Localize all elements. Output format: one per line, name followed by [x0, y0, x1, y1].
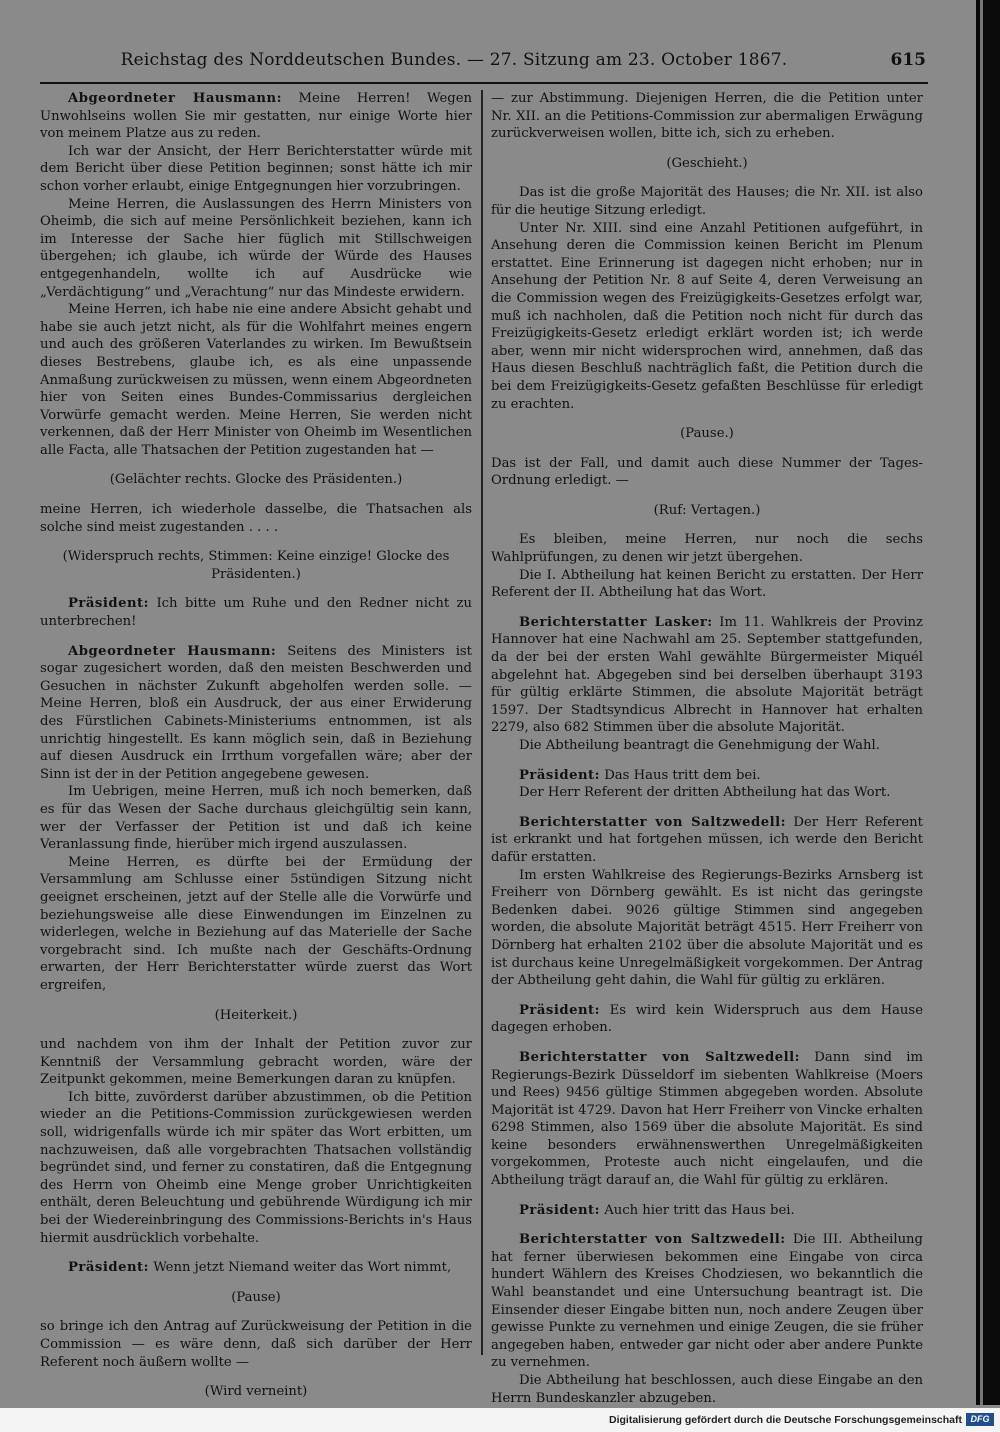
paragraph-text: und nachdem von ihm der Inhalt der Petition zuvor zur Kenntniß der Versammlung gebracht worden, wäre der Zeitpunkt gekommen, meine Bemerkungen daran zu knüpfen. — [40, 1037, 472, 1088]
paragraph-gap — [491, 1219, 923, 1231]
stage-direction — [491, 155, 923, 173]
paragraph-text: Wenn jetzt Niemand weiter das Wort nimmt, — [149, 1260, 452, 1276]
speech-paragraph — [491, 814, 923, 867]
paragraph — [491, 220, 923, 414]
speaker-name: Abgeordneter Hausmann: — [68, 643, 277, 659]
speech-paragraph — [40, 90, 472, 143]
paragraph-gap — [491, 1190, 923, 1202]
paragraph-text: Ich bitte um Ruhe und den Redner nicht zu unterbrechen! — [40, 596, 472, 630]
speech-paragraph — [40, 595, 472, 630]
paragraph — [40, 854, 472, 995]
speaker-name: Präsident: — [519, 1202, 601, 1218]
speech-paragraph — [40, 1259, 472, 1277]
speech-paragraph — [491, 1202, 923, 1220]
speaker-name: Präsident: — [68, 596, 150, 612]
paragraph-text: Dann sind im Regierungs-Bezirk Düsseldorf im siebenten Wahlkreise (Moers und Rees) 9456 gültige Stimmen abgegeben worden. Absolute Majorität ist 4729. Davon hat Herr Freiherr von Vincke erhalten 6298 Stimmen, also 1569 über die absolute Majorität. Es sind keine besonders erwähnenswerthen Unregelmäßigkeiten vorgekommen, Proteste auch nicht eingelaufen, und die Abtheilung trägt darauf an, die Wahl für gültig zu erklären. — [491, 1049, 923, 1189]
paragraph-gap — [491, 990, 923, 1002]
stage-direction — [491, 425, 923, 443]
paragraph-text: Seitens des Ministers ist sogar zugesichert worden, daß den meisten Beschwerden und Gesuchen in nächster Zukunft abgeholfen werden solle. — Meine Herren, bloß ein Ausdruck, der aus einer Erwiderung des Fürstlichen Cabinets-Ministeriums entnommen, ist als unrichtig hingestellt. Es kann möglich sein, daß in Beziehung auf diesen Ausdruck ein Irrthum vorgefallen wäre; aber der Sinn ist der in der Petition angegebene gewesen. — [40, 643, 472, 782]
paragraph-text: (Geschieht.) — [666, 155, 748, 171]
paragraph-text: Meine Herren, es dürfte bei der Ermüdung der Versammlung am Schlusse einer 5stündigen Sitzung nicht geeignet erscheinen, jetzt auf der Stelle alle die Vorwürfe und beziehungsweise alle diese Einwendungen im Einzelnen zu widerlegen, welche in Beziehung auf das Materielle der Sache vorgebracht sind. Ich mußte nach der Geschäfts-Ordnung erwarten, der Herr Berichterstatter würde zuerst das Wort ergreifen, — [40, 854, 472, 993]
paragraph-text: (Gelächter rechts. Glocke des Präsidenten.) — [109, 472, 403, 488]
column-divider — [481, 90, 483, 1355]
speaker-name: Berichterstatter von Saltzwedell: — [519, 814, 787, 830]
paragraph-text: (Heiterkeit.) — [214, 1007, 298, 1023]
paragraph — [491, 784, 923, 802]
paragraph-gap — [40, 631, 472, 643]
paragraph-gap — [491, 602, 923, 614]
paragraph — [40, 301, 472, 459]
paragraph-text: — zur Abstimmung. Diejenigen Herren, die die Petition unter Nr. XII. an die Petitions-Commission zur abermaligen Erwägung zurückverweisen wollen, bitte ich, sich zu erheben. — [491, 91, 923, 142]
paragraph — [40, 1318, 472, 1371]
paragraph — [491, 90, 923, 143]
paragraph-text: Das ist der Fall, und damit auch diese Nummer der Tages-Ordnung erledigt. — — [491, 455, 923, 489]
paragraph-text: (Pause.) — [680, 426, 734, 442]
speaker-name: Berichterstatter von Saltzwedell: — [519, 1232, 786, 1248]
page-number: 615 — [890, 50, 926, 70]
stage-direction — [491, 502, 923, 520]
paragraph-text: (Widerspruch rechts, Stimmen: Keine einzige! Glocke des Präsidenten.) — [62, 549, 450, 582]
speech-paragraph — [491, 1231, 923, 1372]
paragraph-text: Ich war der Ansicht, der Herr Berichterstatter würde mit dem Bericht über diese Petition beginnen; sonst hätte ich mir schon vorher erlaubt, einige Entgegnungen hier vorzubringen. — [40, 143, 472, 194]
paragraph — [40, 783, 472, 853]
paragraph-text: Die III. Abtheilung hat ferner überwiesen bekommen eine Eingabe von circa hundert Wählern des Kreises Chodziesen, wo bekanntlich die Wahl beanstandet und eine Untersuchung beantragt ist. Die Einsender dieser Eingabe bitten nun, noch andere Zeugen über gewisse Punkte zu vernehmen und einige Zeugen, die sie früher angegeben haben, entweder gar nicht oder aber andere Punkte zu vernehmen. — [491, 1232, 923, 1371]
stage-direction — [40, 1383, 472, 1401]
speech-paragraph — [491, 1002, 923, 1037]
paragraph-text: Im ersten Wahlkreise des Regierungs-Bezirks Arnsberg ist Freiherr von Dörnberg gewählt. Es ist nicht das geringste Bedenken dabei. 9026 gültige Stimmen sind angegeben worden, die absolute Majorität beträgt 4515. Herr Freiherr von Dörnberg hat erhalten 2102 über die absolute Majorität und es ist durchaus keine Unregelmäßigkeit vorgekommen. Der Antrag der Abtheilung geht dahin, die Wahl für gültig zu erklären. — [491, 867, 923, 989]
paragraph-text: Auch hier tritt das Haus bei. — [600, 1202, 795, 1218]
paragraph-text: Im Uebrigen, meine Herren, muß ich noch bemerken, daß es für das Wesen der Sache durchaus gleichgültig sein kann, wer der Verfasser der Petition ist und daß ich keine Veranlassung finde, hierüber mich irgend auszulassen. — [40, 784, 472, 853]
stage-direction — [40, 548, 472, 583]
paragraph-text: Das ist die große Majorität des Hauses; die Nr. XII. ist also für die heutige Sitzung erledigt. — [491, 185, 923, 218]
speaker-name: Präsident: — [68, 1260, 150, 1276]
stage-direction — [40, 471, 472, 489]
paragraph-gap — [491, 802, 923, 814]
paragraph-text: Unter Nr. XIII. sind eine Anzahl Petitionen aufgeführt, in Ansehung deren die Commission keinen Bericht im Plenum erstattet. Eine Erinnerung ist dagegen nicht erhoben; nur in Ansehung der Petition Nr. 8 auf Seite 4, deren Verweisung an die Commission wegen des Freizügigkeits-Gesetzes erfolgt war, muß ich nachholen, daß die Petition noch nicht für durch das Freizügigkeits-Gesetz erledigt erklärt worden ist; ich werde aber, wenn mir nicht widersprochen wird, annehmen, daß das Haus diesen Beschluß nachträglich faßt, die Petition durch die bei dem Freizügigkeits-Gesetz gefaßten Beschlüsse für erledigt zu erachten. — [491, 220, 923, 412]
paragraph-text: Der Herr Referent ist erkrankt und hat fortgehen müssen, ich werde den Bericht dafür erstatten. — [491, 814, 923, 865]
paragraph-text: (Pause) — [231, 1289, 281, 1305]
paragraph-text: Das Haus tritt dem bei. — [600, 767, 761, 783]
right-column — [491, 90, 923, 1407]
paragraph-text: Die Abtheilung beantragt die Genehmigung der Wahl. — [519, 738, 880, 753]
paragraph — [491, 184, 923, 219]
paragraph — [491, 531, 923, 566]
paragraph-text: Die I. Abtheilung hat keinen Bericht zu erstatten. Der Herr Referent der II. Abtheilung hat das Wort. — [491, 567, 923, 601]
paragraph-gap — [40, 1247, 472, 1259]
paragraph-text: Meine Herren, ich habe nie eine andere Absicht gehabt und habe sie auch jetzt nicht, als für die Wohlfahrt meines engern und auch des größeren Vaterlandes zu wirken. Im Bewußtsein dieses Bestrebens, glaube ich, es als eine unpassende Anmaßung zurückweisen zu müssen, wenn einem Abgeordneten hier von Seiten eines Bundes-Commissarius dergleichen Vorwürfe gemacht werden. Meine Herren, Sie werden nicht verkennen, daß der Herr Minister von Oheimb im Wesentlichen alle Facta, alle Thatsachen der Petition zugestanden hat — — [40, 302, 472, 458]
paragraph-text: so bringe ich den Antrag auf Zurückweisung der Petition in die Commission — es wäre denn, daß sich darüber der Herr Referent noch äußern wollte — — [40, 1319, 472, 1370]
dfg-logo: DFG — [966, 1413, 994, 1426]
paragraph-text: Der Herr Referent der dritten Abtheilung hat das Wort. — [519, 785, 891, 801]
paragraph — [491, 1372, 923, 1407]
footer-bar — [0, 1408, 1000, 1432]
funding-credit: Digitalisierung gefördert durch die Deutsche Forschungsgemeinschaft — [609, 1414, 962, 1426]
paragraph — [491, 867, 923, 990]
paragraph — [40, 1089, 472, 1247]
speaker-name: Präsident: — [519, 767, 601, 783]
page-header — [40, 48, 928, 84]
left-column — [40, 90, 472, 1413]
paragraph-text: Es bleiben, meine Herren, nur noch die sechs Wahlprüfungen, zu denen wir jetzt übergehen. — [491, 532, 923, 566]
speaker-name: Abgeordneter Hausmann: — [68, 91, 282, 106]
paragraph-text: Die Abtheilung hat beschlossen, auch diese Eingabe an den Herrn Bundeskanzler abzugeben. — [491, 1373, 923, 1406]
paragraph-gap — [491, 755, 923, 767]
paragraph — [491, 737, 923, 755]
paragraph — [491, 567, 923, 602]
speech-paragraph — [491, 767, 923, 785]
paragraph — [491, 455, 923, 490]
paragraph-text: Ich bitte, zuvörderst darüber abzustimmen, ob die Petition wieder an die Petitions-Commission zurückgewiesen werden soll, widrigenfalls würde ich mir später das Wort erbitten, um nachzuweisen, daß alle vorgebrachten Thatsachen vollständig begründet sind, und ferner zu constatiren, daß die Entgegnung des Herrn von Oheimb eine Menge grober Unrichtigkeiten enthält, deren Beleuchtung und gebührende Würdigung ich mir bei der Wiedereinbringung des Commissions-Berichts in's Haus hiermit ausdrücklich vorbehalte. — [40, 1089, 472, 1246]
paragraph — [40, 143, 472, 196]
speech-paragraph — [491, 1049, 923, 1190]
speaker-name: Berichterstatter Lasker: — [519, 614, 713, 630]
paragraph-text: Im 11. Wahlkreis der Provinz Hannover hat eine Nachwahl am 25. September stattgefunden, da der bei der ersten Wahl gewählte Bürgermeister Miquél abgelehnt hat. Abgegeben sind bei derselben überhaupt 3193 für gültig erklärte Stimmen, die absolute Majorität beträgt 1597. Der Stadtsyndicus Albrecht in Hannover hat erhalten 2279, also 682 Stimmen über die absolute Majorität. — [491, 614, 923, 736]
speech-paragraph — [491, 614, 923, 737]
paragraph-text: (Ruf: Vertagen.) — [653, 502, 761, 518]
paragraph — [40, 1036, 472, 1089]
paragraph — [40, 196, 472, 302]
paragraph-gap — [491, 1037, 923, 1049]
paragraph-text: Es wird kein Widerspruch aus dem Hause dagegen erhoben. — [491, 1002, 923, 1036]
speech-paragraph — [40, 643, 472, 784]
paragraph — [40, 501, 472, 536]
paragraph-text: Meine Herren! Wegen Unwohlseins wollen Sie mir gestatten, nur einige Worte hier von meinem Platze aus zu reden. — [40, 91, 473, 142]
paragraph-text: Meine Herren, die Auslassungen des Herrn Ministers von Oheimb, die sich auf meine Persönlichkeit beziehen, kann ich im Interesse der Sache hier füglich mit Stillschweigen übergehen; ich glaube, ich würde der Würde des Hauses entgegenhandeln, wollte ich auf Ausdrücke wie „Verdächtigung“ und „Verachtung“ nur das Mindeste erwidern. — [40, 196, 472, 300]
stage-direction — [40, 1289, 472, 1307]
stage-direction — [40, 1007, 472, 1025]
paragraph-text: (Wird verneint) — [204, 1384, 308, 1400]
page-edge — [976, 0, 1000, 1405]
running-title: Reichstag des Norddeutschen Bundes. — 27. Sitzung am 23. October 1867. — [120, 50, 788, 70]
speaker-name: Präsident: — [519, 1002, 601, 1018]
paragraph-text: meine Herren, ich wiederhole dasselbe, die Thatsachen als solche sind meist zugestanden . . . . — [40, 502, 472, 535]
speaker-name: Berichterstatter von Saltzwedell: — [519, 1049, 800, 1065]
